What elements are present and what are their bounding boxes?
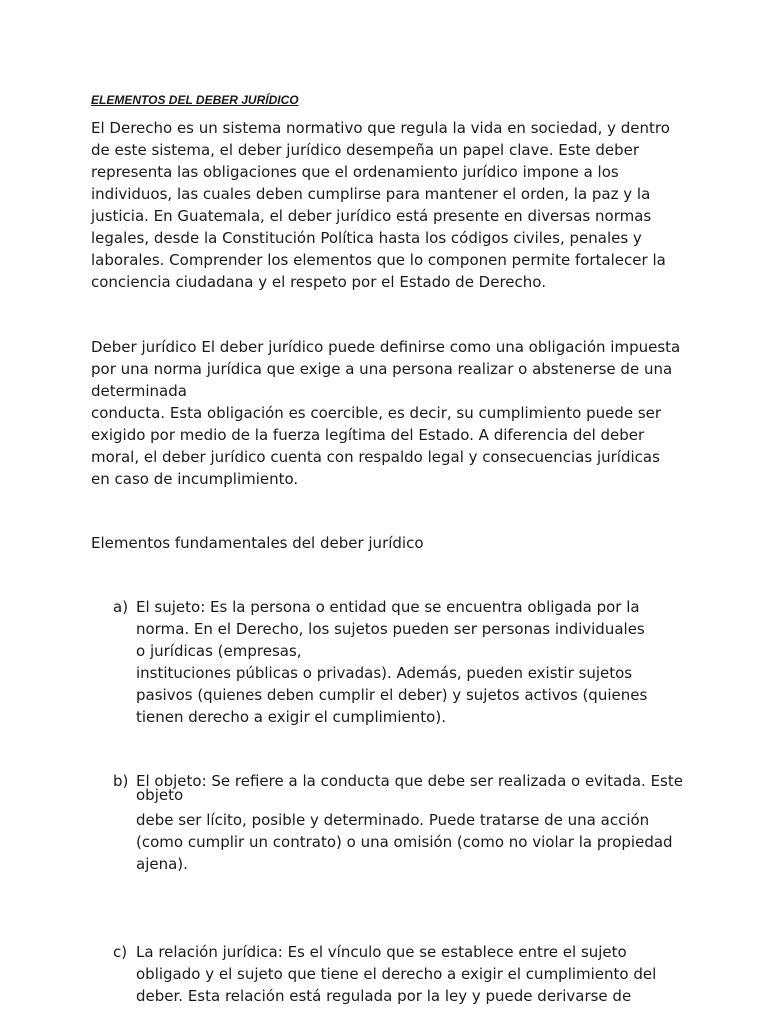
definition-line: en caso de incumplimiento. <box>91 470 299 488</box>
definition-line: por una norma jurídica que exige a una persona realizar o abstenerse de una <box>91 360 673 378</box>
list-item-body <box>136 596 647 728</box>
intro-paragraph <box>91 117 670 293</box>
list-marker: b) <box>113 772 129 790</box>
list-item-line: deber. Esta relación está regulada por la ley y puede derivarse de <box>136 987 632 1005</box>
definition-line: moral, el deber jurídico cuenta con respaldo legal y consecuencias jurídicas <box>91 448 660 466</box>
definition-line: exigido por medio de la fuerza legítima del Estado. A diferencia del deber <box>91 426 645 444</box>
intro-line: de este sistema, el deber jurídico desempeña un papel clave. Este deber <box>91 141 640 159</box>
list-marker: a) <box>113 598 129 616</box>
intro-line: individuos, las cuales deben cumplirse para mantener el orden, la paz y la <box>91 185 651 203</box>
list-item-line: norma. En el Derecho, los sujetos pueden ser personas individuales <box>136 620 645 638</box>
definition-line: determinada <box>91 382 187 400</box>
list-item-line: debe ser lícito, posible y determinado. Puede tratarse de una acción <box>136 811 650 829</box>
list-marker: c) <box>113 943 128 961</box>
list-item-line: tienen derecho a exigir el cumplimiento). <box>136 708 446 726</box>
list-item-line: (como cumplir un contrato) o una omisión (como no violar la propiedad <box>136 833 673 851</box>
list-item-line: La relación jurídica: Es el vínculo que se establece entre el sujeto <box>136 943 627 961</box>
intro-line: laborales. Comprender los elementos que lo componen permite fortalecer la <box>91 251 666 269</box>
list-item-line: o jurídicas (empresas, <box>136 642 302 660</box>
definition-line: conducta. Esta obligación es coercible, es decir, su cumplimiento puede ser <box>91 404 662 422</box>
list-item-line: obligado y el sujeto que tiene el derecho a exigir el cumplimiento del <box>136 965 657 983</box>
definition-paragraph <box>91 336 680 490</box>
intro-line: conciencia ciudadana y el respeto por el Estado de Derecho. <box>91 273 546 291</box>
list-item-line: objeto <box>136 786 184 804</box>
intro-line: justicia. En Guatemala, el deber jurídico está presente en diversas normas <box>91 207 652 225</box>
list-item-body <box>136 770 683 875</box>
list-item-line: pasivos (quienes deben cumplir el deber) y sujetos activos (quienes <box>136 686 648 704</box>
elements-heading: Elementos fundamentales del deber jurídico <box>91 534 424 552</box>
list-item-line: instituciones públicas o privadas). Además, pueden existir sujetos <box>136 664 633 682</box>
intro-line: El Derecho es un sistema normativo que regula la vida en sociedad, y dentro <box>91 119 670 137</box>
intro-line: representa las obligaciones que el ordenamiento jurídico impone a los <box>91 163 619 181</box>
list-item-body <box>136 941 656 1007</box>
definition-line: Deber jurídico El deber jurídico puede definirse como una obligación impuesta <box>91 338 681 356</box>
list-item-line: El objeto: Se refiere a la conducta que debe ser realizada o evitada. Este <box>136 772 683 790</box>
document-title: ELEMENTOS DEL DEBER JURÍDICO <box>91 93 299 107</box>
list-item-line: ajena). <box>136 855 188 873</box>
list-item-line: El sujeto: Es la persona o entidad que se encuentra obligada por la <box>136 598 640 616</box>
intro-line: legales, desde la Constitución Política hasta los códigos civiles, penales y <box>91 229 642 247</box>
